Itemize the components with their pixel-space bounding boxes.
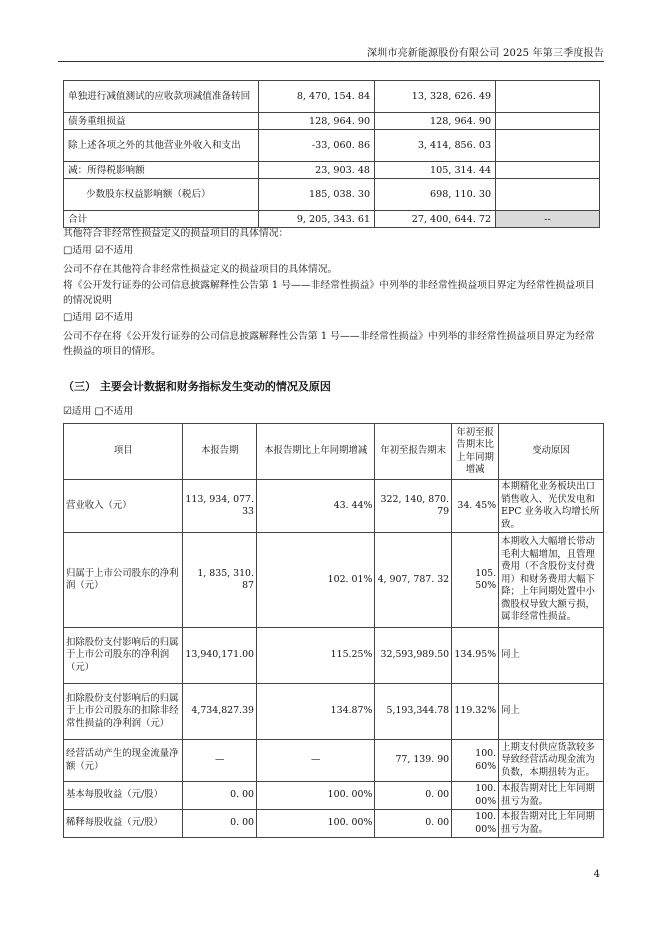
ytd-cell: 322, 140, 870. 79 [375,480,452,533]
table-row [64,130,600,162]
table-row [64,628,604,684]
ytd-yoy-cell: 119.32% [452,684,499,740]
ytd-cell: 77, 139. 90 [375,740,452,782]
current-value: 9, 205, 343. 61 [259,211,375,228]
yoy-cell: 134.87% [257,684,375,740]
table-row [64,684,604,740]
item-cell: 经营活动产生的现金流量净额（元） [64,740,183,782]
row-label: 少数股东权益影响额（税后） [64,179,259,211]
header-yoy: 本报告期比上年同期增减 [257,424,375,480]
ytd-yoy-cell: 105. 50% [452,533,499,628]
yoy-cell: 43. 44% [257,480,375,533]
ytd-yoy-cell: 100. 00% [452,810,499,838]
table-row [64,533,604,628]
ytd-value: 698, 110. 30 [375,179,496,211]
note-cell [496,130,600,162]
reason-cell: 本期精化业务板块出口销售收入、光伏发电和 EPC 业务收入均增长所致。 [499,480,604,533]
current-cell: — [183,740,257,782]
item-cell: 扣除股份支付影响后的归属于上市公司股东的扣除非经常性损益的净利润（元） [64,684,183,740]
page-number: 4 [593,869,600,880]
note-cell: -- [496,211,600,228]
current-cell: 0. 00 [183,782,257,810]
ytd-yoy-cell: 134.95% [452,628,499,684]
ytd-cell: 0. 00 [375,782,452,810]
table-row [64,179,600,211]
row-label: 除上述各项之外的其他营业外收入和支出 [64,130,259,162]
reason-cell: 同上 [499,628,604,684]
yoy-cell: 115.25% [257,628,375,684]
item-cell: 营业收入（元） [64,480,183,533]
row-label: 合计 [64,211,259,228]
current-value: -33, 060. 86 [259,130,375,162]
non-recurring-gains-table [63,80,600,228]
ytd-cell: 32,593,989.50 [375,628,452,684]
row-label: 单独进行减值测试的应收款项减值准备转回 [64,81,259,113]
ytd-cell: 4, 907, 787. 32 [375,533,452,628]
ytd-cell: 5,193,344.78 [375,684,452,740]
item-cell: 基本每股收益（元/股） [64,782,183,810]
header-ytd: 年初至报告期末 [375,424,452,480]
table-row [64,162,600,179]
ytd-yoy-cell: 100. 00% [452,782,499,810]
row-label: 减：所得税影响额 [64,162,259,179]
table-row [64,81,600,113]
item-cell: 扣除股份支付影响后的归属于上市公司股东的净利润（元） [64,628,183,684]
header-ytd-yoy: 年初至报告期末比上年同期增减 [452,424,499,480]
applicability-check: □适用 ☑不适用 [63,312,134,323]
yoy-cell: 100. 00% [257,810,375,838]
current-cell: 1, 835, 310. 87 [183,533,257,628]
item-cell: 稀释每股收益（元/股） [64,810,183,838]
applicability-check: □适用 ☑不适用 [63,245,134,256]
current-cell: 13,940,171.00 [183,628,257,684]
current-value: 185, 038. 30 [259,179,375,211]
ytd-value: 128, 964. 90 [375,113,496,130]
ytd-cell: 0. 00 [375,810,452,838]
yoy-cell: — [257,740,375,782]
page-header: 深圳市亮新能源股份有限公司 2025 年第三季度报告 [366,48,604,59]
header-current: 本报告期 [183,424,257,480]
current-cell: 0. 00 [183,810,257,838]
note-cell [496,81,600,113]
ytd-value: 27, 400, 644. 72 [375,211,496,228]
ytd-value: 3, 414, 856. 03 [375,130,496,162]
paragraph: 公司不存在将《公开发行证券的公司信息披露解释性公告第 1 号——非经常性损益》中列举的非经常性损益项目界定为经常性损益的项目的情形。 [63,331,595,357]
table-row [64,480,604,533]
reason-cell: 本报告期对比上年同期扭亏为盈。 [499,810,604,838]
header-divider [58,61,604,62]
current-value: 8, 470, 154. 84 [259,81,375,113]
ytd-value: 105, 314. 44 [375,162,496,179]
current-cell: 113, 934, 077. 33 [183,480,257,533]
ytd-yoy-cell: 100. 60% [452,740,499,782]
note-cell [496,113,600,130]
table-row [64,740,604,782]
table-row [64,810,604,838]
reason-cell: 上期支付供应货款较多导致经营活动现金流为负数，本期扭转为正。 [499,740,604,782]
item-cell: 归属于上市公司股东的净利润（元） [64,533,183,628]
yoy-cell: 102. 01% [257,533,375,628]
table-header-row [64,424,604,480]
reason-cell: 本期收入大幅增长带动毛利大幅增加，且管理费用（不含股份支付费用）和财务费用大幅下降；上年同期处置中小微股权导致大额亏损，属非经常性损益。 [499,533,604,628]
table-row-total [64,211,600,228]
yoy-cell: 100. 00% [257,782,375,810]
key-metrics-change-table [63,423,604,838]
current-cell: 4,734,827.39 [183,684,257,740]
header-reason: 变动原因 [499,424,604,480]
note-cell [496,162,600,179]
reason-cell: 同上 [499,684,604,740]
section-title: （三） 主要会计数据和财务指标发生变动的情况及原因 [63,380,331,393]
ytd-yoy-cell: 34. 45% [452,480,499,533]
applicability-check: ☑适用 □不适用 [63,406,134,417]
reason-cell: 本报告期对比上年同期扭亏为盈。 [499,782,604,810]
row-label: 债务重组损益 [64,113,259,130]
current-value: 23, 903. 48 [259,162,375,179]
paragraph: 将《公开发行证券的公司信息披露解释性公告第 1 号——非经常性损益》中列举的非经常性损益项目界定为经常性损益项目的情况说明 [63,280,595,306]
current-value: 128, 964. 90 [259,113,375,130]
note-cell [496,179,600,211]
paragraph: 其他符合非经常性损益定义的损益项目的具体情况： [63,228,289,239]
header-item: 项目 [64,424,183,480]
paragraph: 公司不存在其他符合非经常性损益定义的损益项目的具体情况。 [63,264,338,275]
table-row [64,782,604,810]
ytd-value: 13, 328, 626. 49 [375,81,496,113]
table-row [64,113,600,130]
